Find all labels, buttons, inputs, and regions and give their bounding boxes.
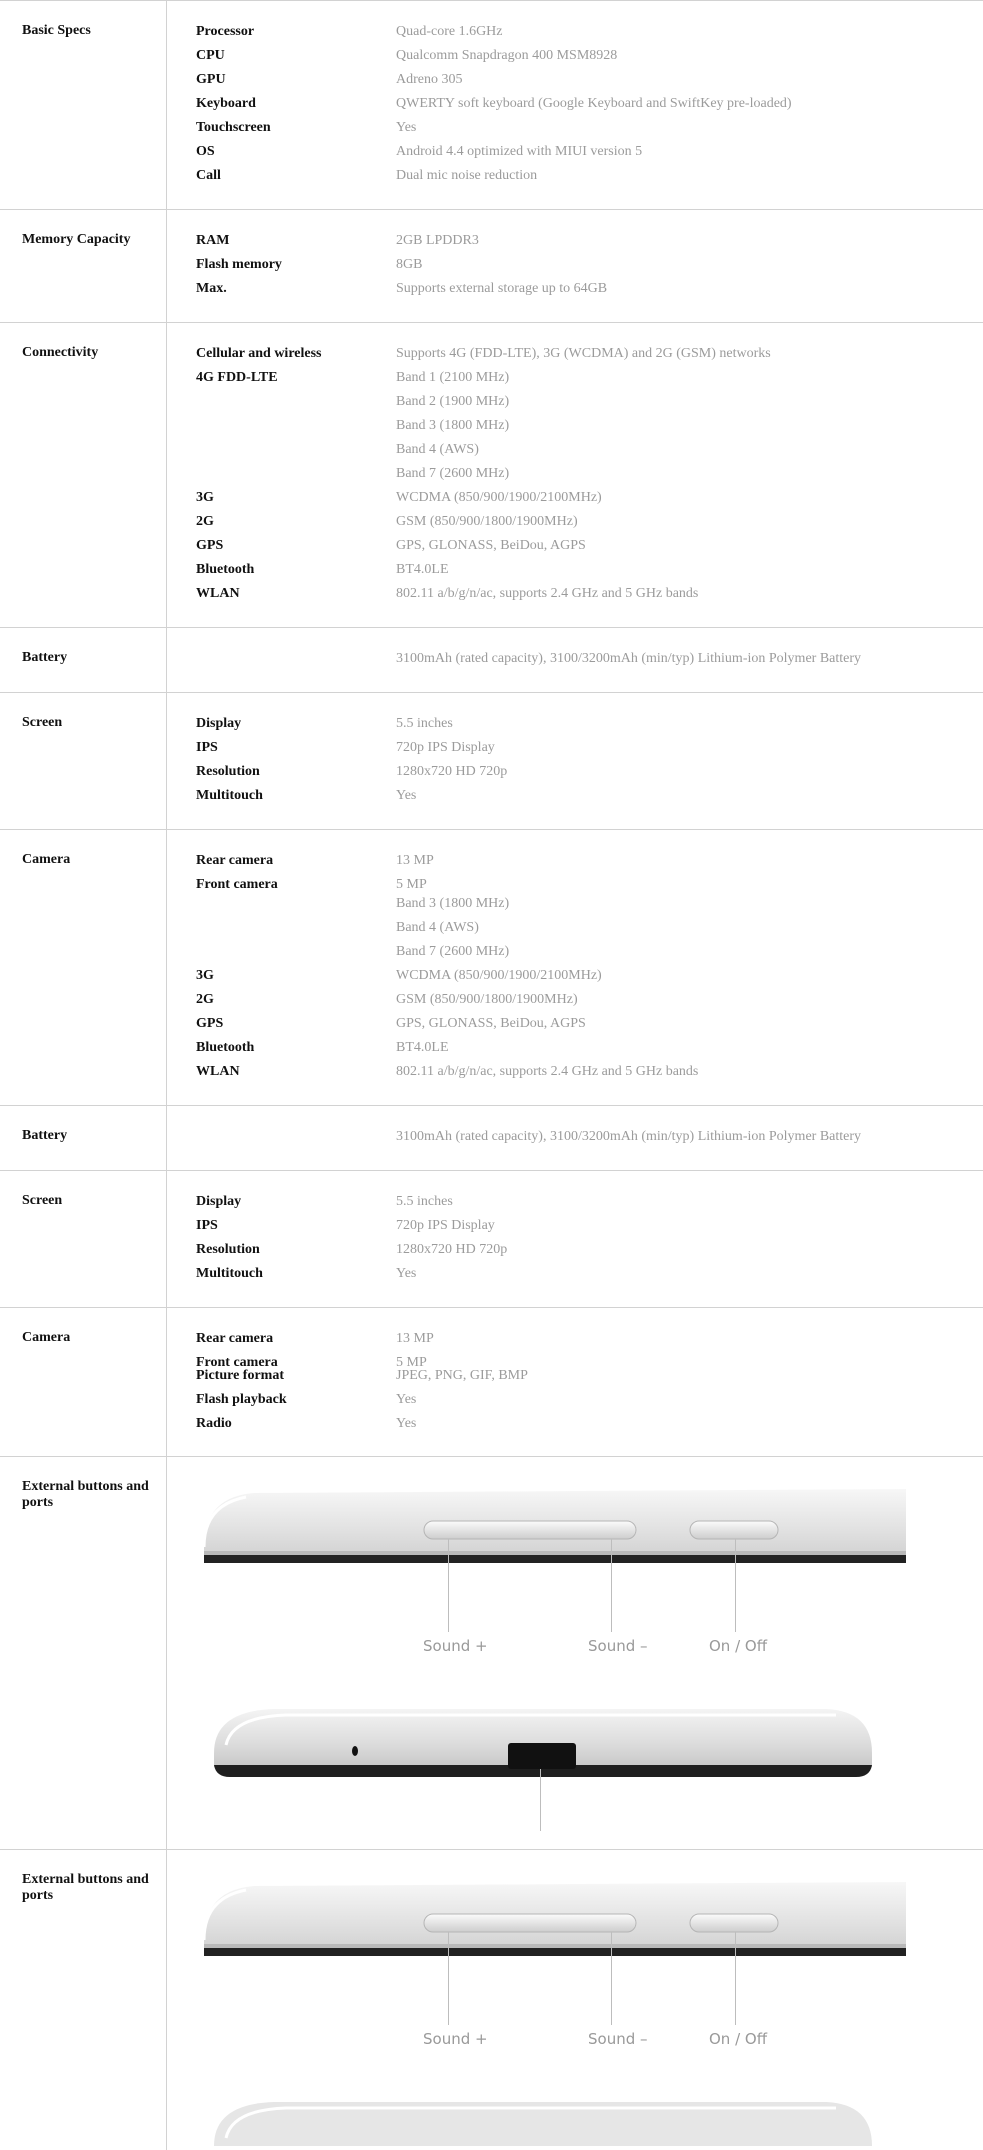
spec-value: Dual mic noise reduction: [396, 168, 538, 183]
spec-key: Bluetooth: [196, 1040, 255, 1055]
spec-value: 720p IPS Display: [396, 1218, 495, 1233]
spec-key: Resolution: [196, 764, 260, 779]
spec-row: [196, 47, 983, 71]
section-basic-specs: [0, 0, 983, 210]
spec-key: Front camera: [196, 1355, 278, 1370]
section-title: Camera: [22, 1330, 71, 1345]
spec-row: [196, 1039, 983, 1063]
spec-row: [196, 465, 983, 489]
spec-row: [196, 650, 983, 674]
spec-row: [196, 537, 983, 561]
spec-key: Cellular and wireless: [196, 346, 322, 361]
spec-row: [196, 763, 983, 787]
leader-line: [540, 1769, 541, 1831]
spec-row: [196, 1217, 983, 1241]
spec-key: Multitouch: [196, 1266, 263, 1281]
section-title: Basic Specs: [22, 23, 91, 38]
spec-value: QWERTY soft keyboard (Google Keyboard and SwiftKey pre-loaded): [396, 96, 792, 111]
spec-key: Rear camera: [196, 1331, 274, 1346]
phone-bottom-illustration: [196, 2086, 906, 2146]
column-divider: [166, 210, 167, 322]
spec-key: Flash playback: [196, 1392, 287, 1407]
section-memory-capacity: [0, 210, 983, 323]
column-divider: [166, 1457, 167, 1849]
spec-key: 3G: [196, 968, 214, 983]
spec-row: [196, 95, 983, 119]
spec-key: Radio: [196, 1416, 232, 1431]
spec-row: [196, 393, 983, 417]
spec-key: IPS: [196, 740, 218, 755]
spec-key: Display: [196, 716, 242, 731]
spec-row: [196, 1265, 983, 1289]
section-connectivity: [0, 323, 983, 628]
phone-side-illustration: [196, 1475, 906, 1575]
spec-key: Keyboard: [196, 96, 256, 111]
spec-key: 4G FDD-LTE: [196, 370, 278, 385]
spec-rows: [196, 345, 983, 609]
section-camera: [0, 1308, 983, 1457]
spec-key: GPS: [196, 538, 224, 553]
spec-value: 5 MP: [396, 877, 427, 892]
column-divider: [166, 323, 167, 627]
spec-value: Adreno 305: [396, 72, 463, 87]
spec-value: JPEG, PNG, GIF, BMP: [396, 1368, 528, 1383]
leader-line: [611, 1932, 612, 2025]
spec-row: [196, 943, 983, 967]
spec-row: [196, 71, 983, 95]
leader-line: [611, 1539, 612, 1632]
spec-value: GPS, GLONASS, BeiDou, AGPS: [396, 538, 586, 553]
spec-row: [196, 513, 983, 537]
power-label: On / Off: [709, 2030, 768, 2048]
spec-row: [196, 1015, 983, 1039]
section-screen: [0, 1171, 983, 1308]
spec-row: [196, 1415, 983, 1439]
spec-value: Band 4 (AWS): [396, 920, 479, 935]
column-divider: [166, 1, 167, 209]
spec-key: GPU: [196, 72, 226, 87]
spec-value: BT4.0LE: [396, 562, 449, 577]
spec-value: Band 1 (2100 MHz): [396, 370, 510, 385]
spec-key: Max.: [196, 281, 227, 296]
spec-row: [196, 1193, 983, 1217]
spec-row: [196, 441, 983, 465]
spec-value: Band 3 (1800 MHz): [396, 896, 510, 911]
spec-key: IPS: [196, 1218, 218, 1233]
spec-row: [196, 280, 983, 304]
spec-value: Band 4 (AWS): [396, 442, 479, 457]
spec-value: Band 3 (1800 MHz): [396, 418, 510, 433]
spec-rows: [196, 232, 983, 304]
leader-line: [735, 1539, 736, 1632]
section-screen: [0, 693, 983, 830]
ports-illustration: [196, 1850, 906, 2150]
spec-row: [196, 1330, 983, 1354]
spec-value: WCDMA (850/900/1900/2100MHz): [396, 968, 602, 983]
spec-row: [196, 232, 983, 256]
section-title: External buttons and ports: [22, 1479, 149, 1510]
spec-row: [196, 417, 983, 441]
spec-key: Flash memory: [196, 257, 282, 272]
spec-key: Touchscreen: [196, 120, 271, 135]
leader-line: [448, 1539, 449, 1632]
spec-key: Bluetooth: [196, 562, 255, 577]
spec-row: [196, 119, 983, 143]
spec-row: [196, 1354, 983, 1370]
column-divider: [166, 1106, 167, 1170]
leader-line: [448, 1932, 449, 2025]
spec-value: GSM (850/900/1800/1900MHz): [396, 992, 578, 1007]
spec-value: 13 MP: [396, 853, 434, 868]
sound-up-label: Sound +: [423, 1637, 488, 1655]
spec-value: GSM (850/900/1800/1900MHz): [396, 514, 578, 529]
spec-row: [196, 967, 983, 991]
ports-illustration: [196, 1457, 906, 1849]
spec-rows: [196, 23, 983, 191]
column-divider: [166, 628, 167, 692]
spec-rows: [196, 1128, 983, 1152]
spec-value: Band 7 (2600 MHz): [396, 466, 510, 481]
spec-value: 5.5 inches: [396, 716, 453, 731]
spec-value: Band 7 (2600 MHz): [396, 944, 510, 959]
spec-row: [196, 1128, 983, 1152]
spec-row: [196, 561, 983, 585]
spec-row: [196, 876, 983, 895]
column-divider: [166, 693, 167, 829]
spec-value: 802.11 a/b/g/n/ac, supports 2.4 GHz and 5 GHz bands: [396, 586, 699, 601]
spec-key: WLAN: [196, 1064, 240, 1079]
spec-key: Rear camera: [196, 853, 274, 868]
spec-value: 802.11 a/b/g/n/ac, supports 2.4 GHz and 5 GHz bands: [396, 1064, 699, 1079]
sound-down-label: Sound –: [588, 1637, 648, 1655]
spec-value: 3100mAh (rated capacity), 3100/3200mAh (min/typ) Lithium-ion Polymer Battery: [396, 1129, 862, 1144]
spec-rows: [196, 650, 983, 674]
spec-key: CPU: [196, 48, 225, 63]
spec-key: Front camera: [196, 877, 278, 892]
spec-row: [196, 1391, 983, 1415]
spec-key: Multitouch: [196, 788, 263, 803]
spec-key: Processor: [196, 24, 255, 39]
column-divider: [166, 1171, 167, 1307]
spec-rows: [196, 852, 983, 1087]
section-title: Battery: [22, 650, 68, 665]
sound-up-label: Sound +: [423, 2030, 488, 2048]
spec-row: [196, 1367, 983, 1391]
spec-row: [196, 715, 983, 739]
spec-value: BT4.0LE: [396, 1040, 449, 1055]
spec-value: Qualcomm Snapdragon 400 MSM8928: [396, 48, 618, 63]
column-divider: [166, 1308, 167, 1456]
spec-rows: [196, 1330, 983, 1439]
spec-row: [196, 585, 983, 609]
spec-rows: [196, 1193, 983, 1289]
spec-value: Yes: [396, 1416, 417, 1431]
section-title: External buttons and ports: [22, 1872, 149, 1903]
section-title: Camera: [22, 852, 71, 867]
phone-bottom-illustration: [196, 1693, 906, 1813]
spec-key: Display: [196, 1194, 242, 1209]
spec-row: [196, 369, 983, 393]
spec-value: 1280x720 HD 720p: [396, 764, 508, 779]
spec-key: 3G: [196, 490, 214, 505]
spec-row: [196, 739, 983, 763]
spec-value: 8GB: [396, 257, 423, 272]
section-title: Memory Capacity: [22, 232, 131, 247]
spec-value: Supports 4G (FDD-LTE), 3G (WCDMA) and 2G (GSM) networks: [396, 346, 771, 361]
spec-row: [196, 852, 983, 876]
spec-row: [196, 1241, 983, 1265]
spec-row: [196, 919, 983, 943]
section-title: Screen: [22, 1193, 63, 1208]
spec-row: [196, 256, 983, 280]
sound-down-label: Sound –: [588, 2030, 648, 2048]
spec-key: Resolution: [196, 1242, 260, 1257]
spec-row: [196, 895, 983, 919]
section-battery: [0, 1106, 983, 1171]
spec-row: [196, 23, 983, 47]
leader-line: [735, 1932, 736, 2025]
spec-key: Picture format: [196, 1368, 284, 1383]
section-camera: [0, 830, 983, 1106]
spec-value: Quad-core 1.6GHz: [396, 24, 503, 39]
section-battery: [0, 628, 983, 693]
section-external-ports: [0, 1850, 983, 2150]
spec-value: 1280x720 HD 720p: [396, 1242, 508, 1257]
spec-value: Android 4.4 optimized with MIUI version 5: [396, 144, 643, 159]
spec-key: OS: [196, 144, 215, 159]
spec-value: 5.5 inches: [396, 1194, 453, 1209]
spec-value: Yes: [396, 1392, 417, 1407]
spec-value: Supports external storage up to 64GB: [396, 281, 608, 296]
section-title: Battery: [22, 1128, 68, 1143]
spec-value: Band 2 (1900 MHz): [396, 394, 510, 409]
spec-value: 5 MP: [396, 1355, 427, 1370]
spec-row: [196, 345, 983, 369]
spec-row: [196, 1063, 983, 1087]
spec-row: [196, 787, 983, 811]
spec-row: [196, 489, 983, 513]
spec-key: WLAN: [196, 586, 240, 601]
column-divider: [166, 830, 167, 1105]
spec-row: [196, 991, 983, 1015]
section-external-ports: [0, 1457, 983, 1850]
phone-side-illustration: [196, 1868, 906, 1968]
section-title: Screen: [22, 715, 63, 730]
power-label: On / Off: [709, 1637, 768, 1655]
spec-key: GPS: [196, 1016, 224, 1031]
spec-key: RAM: [196, 233, 230, 248]
spec-value: WCDMA (850/900/1900/2100MHz): [396, 490, 602, 505]
spec-value: 3100mAh (rated capacity), 3100/3200mAh (min/typ) Lithium-ion Polymer Battery: [396, 651, 862, 666]
spec-value: 2GB LPDDR3: [396, 233, 479, 248]
spec-value: Yes: [396, 788, 417, 803]
section-title: Connectivity: [22, 345, 99, 360]
spec-key: Call: [196, 168, 221, 183]
spec-value: GPS, GLONASS, BeiDou, AGPS: [396, 1016, 586, 1031]
spec-value: Yes: [396, 120, 417, 135]
spec-value: Yes: [396, 1266, 417, 1281]
spec-rows: [196, 715, 983, 811]
spec-key: 2G: [196, 514, 214, 529]
spec-key: 2G: [196, 992, 214, 1007]
spec-row: [196, 143, 983, 167]
column-divider: [166, 1850, 167, 2150]
spec-value: 13 MP: [396, 1331, 434, 1346]
spec-value: 720p IPS Display: [396, 740, 495, 755]
spec-row: [196, 167, 983, 191]
